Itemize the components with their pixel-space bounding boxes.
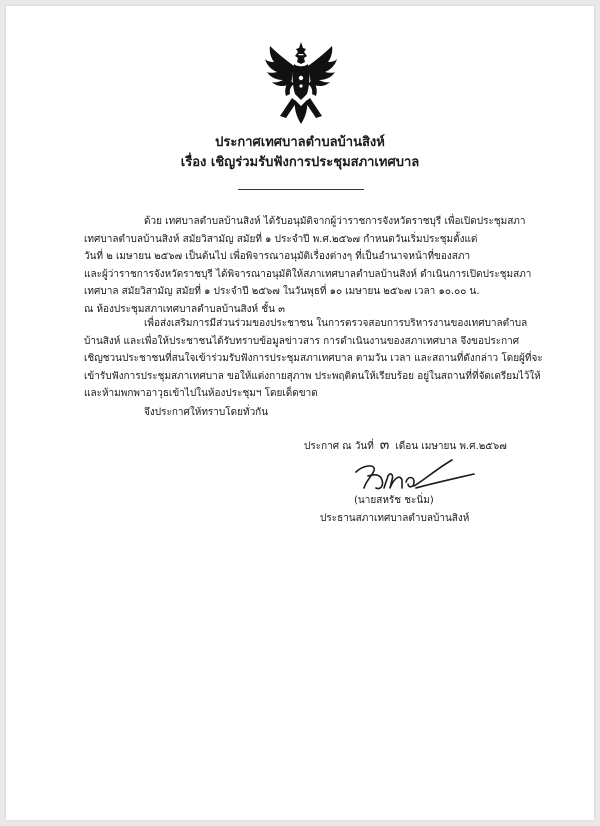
document-page	[6, 6, 594, 820]
title-divider	[238, 189, 364, 190]
text-line: ณ ห้องประชุมสภาเทศบาลตำบลบ้านสิงห์ ชั้น ๓	[84, 303, 285, 315]
paragraph-1	[84, 213, 554, 318]
text-line: วันที่ ๒ เมษายน ๒๕๖๗ เป็นต้นไป เพื่อพิจารณาอนุมัติเรื่องต่างๆ ที่เป็นอำนาจหน้าที่ของสภา	[84, 251, 471, 262]
text-line: เข้ารับฟังการประชุมสภาเทศบาล ขอให้แต่งกายสุภาพ ประพฤติตนให้เรียบร้อย อยู่ในสถานที่ที่จัดเตรียมไว้ให้	[84, 370, 541, 382]
date-suffix: เดือน เมษายน พ.ศ.๒๕๖๗	[395, 441, 507, 452]
text-line: เพื่อส่งเสริมการมีส่วนร่วมของประชาชน ในการตรวจสอบการบริหารงานของเทศบาลตำบล	[144, 318, 528, 329]
signer-position: ประธานสภาเทศบาลตำบลบ้านสิงห์	[320, 513, 470, 524]
text-line: บ้านสิงห์ และเพื่อให้ประชาชนได้รับทราบข้อมูลข่าวสาร การดำเนินงานของสภาเทศบาล จึงขอประกาศ	[84, 335, 520, 347]
text-line: และผู้ว่าราชการจังหวัดราชบุรี ได้พิจารณาอนุมัติให้สภาเทศบาลตำบลบ้านสิงห์ ดำเนินการเปิดประชุมสภา	[84, 268, 532, 280]
closing-statement: จึงประกาศให้ทราบโดยทั่วกัน	[144, 407, 269, 418]
text-line: ด้วย เทศบาลตำบลบ้านสิงห์ ได้รับอนุมัติจากผู้ว่าราชการจังหวัดราชบุรี เพื่อเปิดประชุมสภา	[144, 216, 526, 227]
text-line: เทศบาล สมัยวิสามัญ สมัยที่ ๑ ประจำปี ๒๕๖๗ ในวันพุธที่ ๑๐ เมษายน ๒๕๖๗ เวลา ๑๐.๐๐ น.	[84, 286, 480, 297]
date-prefix: ประกาศ ณ วันที่	[304, 441, 374, 452]
announcement-title: ประกาศเทศบาลตำบลบ้านสิงห์	[215, 135, 385, 150]
date-day-handwritten: ๓	[379, 437, 390, 453]
garuda-emblem-icon	[264, 40, 338, 126]
paragraph-2	[84, 315, 554, 403]
announcement-date	[304, 437, 507, 455]
handwritten-signature	[352, 458, 480, 494]
signer-name: (นายสหรัช ชะนิ่ม)	[354, 495, 434, 506]
announcement-subject: เรื่อง เชิญร่วมรับฟังการประชุมสภาเทศบาล	[180, 155, 420, 170]
text-line: เชิญชวนประชาชนที่สนใจเข้าร่วมรับฟังการประชุมสภาเทศบาล ตามวัน เวลา และสถานที่ดังกล่าว โดยผู้ที่จะ	[84, 353, 543, 364]
text-line: เทศบาลตำบลบ้านสิงห์ สมัยวิสามัญ สมัยที่ ๑ ประจำปี พ.ศ.๒๕๖๗ กำหนดวันเริ่มประชุมตั้งแต่	[84, 233, 478, 245]
text-line: และห้ามพกพาอาวุธเข้าไปในห้องประชุมฯ โดยเด็ดขาด	[84, 388, 318, 399]
